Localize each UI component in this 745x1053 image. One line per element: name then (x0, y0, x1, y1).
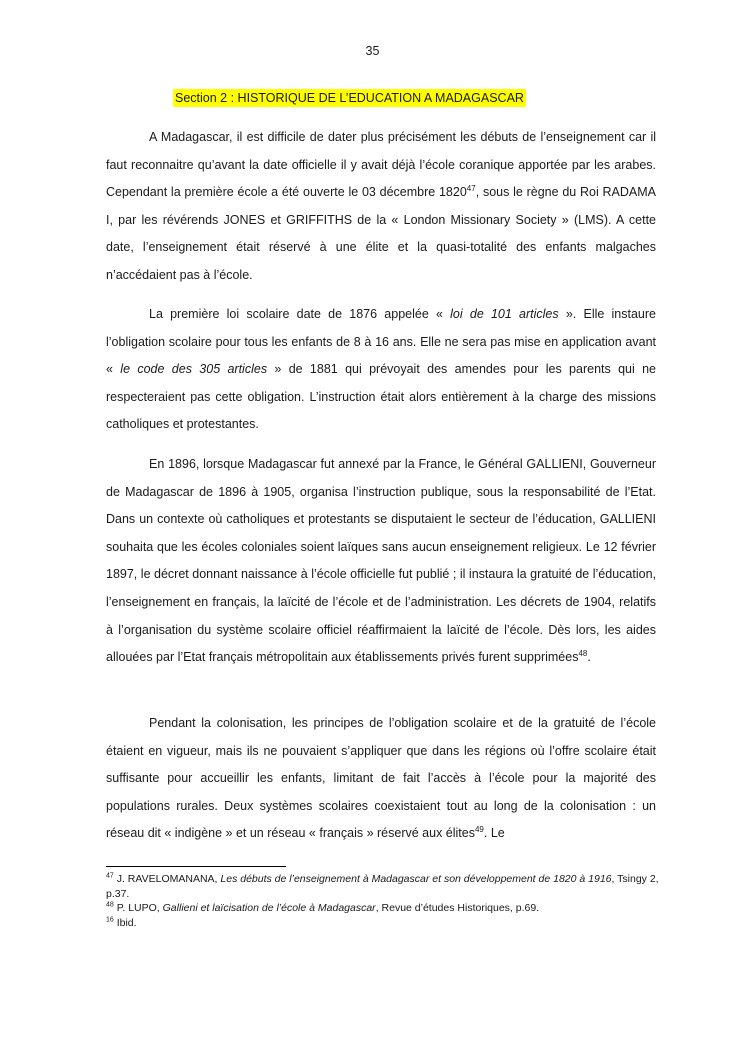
footnote-author: P. LUPO, (113, 902, 163, 914)
footnote-title: Gallieni et laïcisation de l’école à Madagascar (162, 902, 376, 914)
paragraph-text: A Madagascar, il est difficile de dater plus précisément les débuts de l’enseignement car il faut reconnaitre qu’avant la date officielle il y avait déjà l’école coranique apportée par les arabes. Cependant la première école a été ouverte le 03 décembre 1820 (106, 130, 656, 200)
footnote-47 (106, 872, 666, 901)
footnote-number: 48 (106, 901, 114, 909)
footnote-ref[interactable]: 48 (578, 649, 588, 658)
paragraph-1 (106, 124, 656, 290)
paragraph-2 (106, 301, 656, 439)
paragraph-text: La première loi scolaire date de 1876 appelée « (149, 307, 451, 321)
footnote-author: J. RAVELOMANANA, (113, 873, 221, 885)
code-title: le code des 305 articles (120, 362, 268, 377)
footnote-separator (106, 866, 286, 867)
paragraph-text: ». Elle instaure l’obligation scolaire pour tous les enfants de 8 à 16 ans. Elle ne sera pas mise en application avant « (106, 307, 656, 377)
paragraph-text: Pendant la colonisation, les principes de l’obligation scolaire et de la gratuité de l’école étaient en vigueur, mais ils ne pouvaient s’appliquer que dans les régions où l’offre scolaire était suffisante pour accueillir les enfants, limitant de fait l’accès à l’école pour la majorité des populations rurales. Deux systèmes scolaires coexistaient tout au long de la colonisation : un réseau dit « indigène » et un réseau « français » réservé aux élites (106, 716, 656, 841)
paragraph-text: En 1896, lorsque Madagascar fut annexé par la France, le Général GALLIENI, Gouverneur de Madagascar de 1896 à 1905, organisa l’instruction publique, sous la responsabilité de l’Etat. Dans un contexte où catholiques et protestants se disputaient le secteur de l’éducation, GALLIENI souhaita que les écoles coloniales soient laïques sans aucun enseignement religieux. Le 12 février 1897, le décret donnant naissance à l’école officielle fut publié ; il instaura la gratuité de l’éducation, l’enseignement en français, la laïcité de l’école et de l’administration. Les décrets de 1904, relatifs à l’organisation du système scolaire officiel réaffirmaient la laïcité de l’école. Dès lors, les aides allouées par l’Etat français métropolitain aux établissements privés furent supprimées (106, 457, 656, 665)
paragraph-text: . (587, 650, 591, 665)
footnote-author: Ibid. (113, 916, 137, 929)
paragraph-text: » de 1881 qui prévoyait des amendes pour les parents qui ne respecteraient pas cette obligation. L’instruction était alors entièrement à la charge des missions catholiques et protestantes. (106, 362, 656, 432)
paragraph-text: . Le (483, 826, 505, 841)
paragraph-text: , sous le règne du Roi RADAMA I, par les révérends JONES et GRIFFITHS de la « London Missionary Society » (LMS). A cette date, l’enseignement était réservé à une élite et la quasi-totalité des enfants malgaches n’accédaient pas à l’école. (106, 185, 657, 282)
footnote-number: 47 (106, 872, 114, 880)
page-number: 35 (365, 44, 380, 58)
footnote-ref[interactable]: 47 (466, 184, 476, 194)
paragraph-3 (106, 451, 656, 672)
footnote-number: 16 (106, 916, 114, 923)
section-title: Section 2 : HISTORIQUE DE L’EDUCATION A MADAGASCAR (175, 91, 524, 105)
footnote-16 (106, 916, 666, 931)
law-title: loi de 101 articles (450, 307, 559, 321)
footnote-48 (106, 901, 666, 916)
paragraph-4 (106, 710, 656, 848)
footnote-ref[interactable]: 49 (474, 825, 484, 835)
footnote-rest: , Revue d’études Historiques, p.69. (375, 902, 540, 914)
footnote-rest: , Tsingy 2, p.37. (106, 873, 659, 900)
footnotes (106, 872, 666, 930)
footnote-title: Les débuts de l’enseignement à Madagascar et son développement de 1820 à 1916 (220, 873, 612, 885)
